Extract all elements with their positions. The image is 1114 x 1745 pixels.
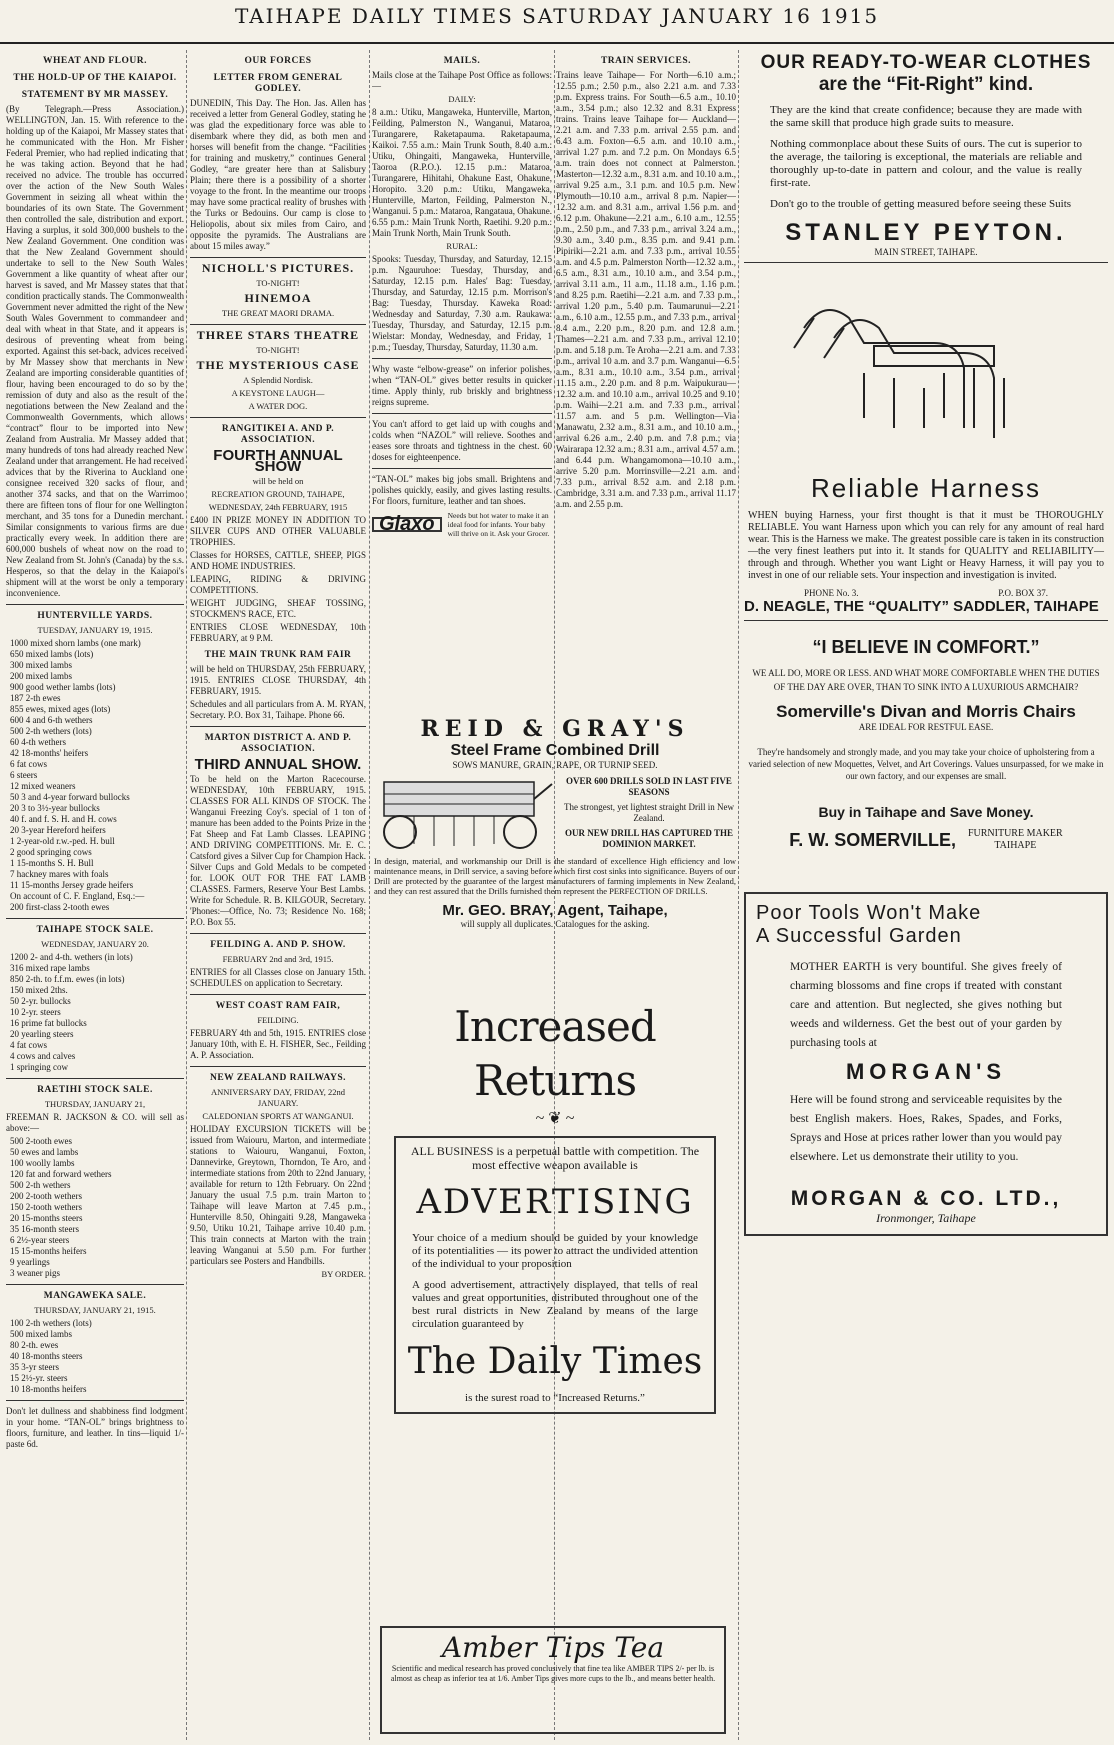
somerville-name: F. W. SOMERVILLE,: [789, 829, 956, 850]
taihape-sale-heading: TAIHAPE STOCK SALE.: [36, 925, 154, 935]
reid-subtitle: Steel Frame Combined Drill: [450, 742, 660, 759]
somerville-body: They're handsomely and strongly made, and you may take your choice of upholstering from a varied selection of new Moquettes, Velvet, and Art Coverings. Values unsurpassed, for we make in our own factory, and our expenses are small.: [748, 747, 1104, 781]
list-item: 80 2-th. ewes: [10, 1340, 59, 1350]
ram-fair-schedules: Schedules and all particulars from A. M. RYAN, Secretary. P.O. Box 31, Taihape. Phone 66.: [190, 699, 366, 720]
list-item: 855 ewes, mixed ages (lots): [10, 704, 111, 714]
wheat-subheading-2: STATEMENT BY MR MASSEY.: [21, 90, 169, 100]
column-2: [190, 50, 366, 1740]
pictures-tonight: TO-NIGHT!: [256, 278, 300, 288]
right-column: [744, 52, 1108, 1742]
returns-title: Increased Returns: [454, 1002, 656, 1105]
list-item: 500 2-th wethers: [10, 1180, 71, 1190]
list-item: 50 ewes and lambs: [10, 1147, 79, 1157]
taihape-sale-list: [6, 952, 184, 1073]
peyton-address: MAIN STREET, TAIHAPE.: [874, 247, 978, 257]
rural-heading: RURAL:: [446, 241, 478, 251]
glaxo-logo: Glaxo: [372, 517, 442, 532]
divider: [6, 1284, 184, 1285]
reid-agent: Mr. GEO. BRAY, Agent, Taihape,: [442, 902, 668, 919]
column-4: [556, 50, 736, 700]
list-item: 650 mixed lambs (lots): [10, 649, 94, 659]
feilding-heading: FEILDING A. AND P. SHOW.: [210, 940, 346, 950]
ram-fair-body: will be held on THURSDAY, 25th FEBRUARY, 1915. ENTRIES CLOSE THURSDAY, 4th FEBRUARY, 1915.: [190, 664, 366, 696]
glaxo-text: Needs but hot water to make it an ideal food for infants. Your baby will thrive on it. Ask your Grocer.: [447, 511, 550, 538]
mails-body: 8 a.m.: Utiku, Mangaweka, Hunterville, Marton, Feilding, Palmerston N., Wanganui, Mataroa, Turangarere, Raketapauma. Raketapauma, Kaikoi. 7.55 a.m.: Main Trunk South, 8.40 a.m.: Utiku, Ohingaiti, Mangaweka, Hunterville, Taoroa (R.P.O.). 12.15 p.m.: Mataroa, Turangarere, Hihitahi, Ohakune East, Ohakune, Horopito. 3.20 p.m.: Utiku, Mangaweka, Hunterville, Marton, Feilding, Palmerston N., Wanganui. 5 p.m.: Mataroa, Rangataua, Ohakune. 6.55 p.m.: Main Trunk North, Raetihi. 9.20 p.m.: Main Trunk North, Main Trunk South.: [372, 107, 552, 238]
list-item: 100 woolly lambs: [10, 1158, 75, 1168]
railways-body: HOLIDAY EXCURSION TICKETS will be issued from Waiouru, Marton, and intermediate stations to Waiouru, Wanganui, Foxton, Dannevirke, Greytown, Thorndon, Te Aro, and intermediate stations from 20th to 22nd January, available for return to 12th February. On 22nd January the usual 7.5 p.m. train Marton to Taihape will leave Marton at 7.45 p.m., Hunterville 8.50, Ohingaiti 9.28, Mangaweka 9.50, Utiku 10.21, Taihape arrive 10.40 p.m. This train connects at Marton with the train leaving Wanganui at 5.50 p.m. For further particulars see Posters and Handbills.: [190, 1124, 366, 1266]
list-item: 850 2-th. to f.f.m. ewes (in lots): [10, 974, 125, 984]
marton-heading: MARTON DISTRICT A. AND P. ASSOCIATION.: [204, 733, 352, 754]
list-item: 200 2-tooth wethers: [10, 1191, 82, 1201]
reid-gray-ad: [374, 716, 736, 960]
third-show-body: To be held on the Marton Racecourse. WEDNESDAY, 10th FEBRUARY, 1915. CLASSES FOR ALL KINDS OF STOCK. The Wanganui Freezing Coy's. special of 1 ton of manure has been added to the Points Prize in the Fat Sheep and Fat Lamb Classes. LEAPING AND DRIVING COMPETITIONS. Mr. E. C. Catsford gives a Silver Cup for Champion Hack. Silver Cups and Gold Medals to be competed for. LOOK OUT FOR THE FAT LAMB CLASSES. Farmers, Reserve Your Best Lambs. Write for Schedule. R. B. KILGOUR, Secretary. 'Phones:—Office, No. 73; Residence No. 168; P.O. Box 55.: [190, 774, 366, 927]
list-item: 6 fat cows: [10, 759, 47, 769]
wheat-subheading: THE HOLD-UP OF THE KAIAPOI.: [13, 73, 177, 83]
pictures-film: HINEMOA: [244, 291, 312, 305]
list-item: 10 2-yr. steers: [10, 1007, 61, 1017]
list-item: 40 18-months steers: [10, 1351, 83, 1361]
forces-heading: OUR FORCES: [244, 56, 312, 66]
morgan-head-2: A Successful Garden: [756, 925, 962, 947]
advertising-word: ADVERTISING: [416, 1182, 694, 1222]
divider: [744, 620, 1108, 621]
stars-film: THE MYSTERIOUS CASE: [196, 358, 360, 372]
reid-claim-2: The strongest, yet lightest straight Drill in New Zealand.: [564, 802, 734, 823]
list-item: 1200 2- and 4-th. wethers (in lots): [10, 952, 133, 962]
divider: [6, 604, 184, 605]
hunterville-list: [6, 638, 184, 913]
divider: [190, 726, 366, 727]
somerville-ad: [744, 637, 1108, 852]
mails-heading: MAILS.: [443, 56, 481, 66]
list-item: 50 2-yr. bullocks: [10, 996, 71, 1006]
list-item: 1 2-year-old r.w.-ped. H. bull: [10, 836, 115, 846]
amber-tips-ad: [380, 1626, 726, 1734]
returns-body-1: Your choice of a medium should be guided by your knowledge of its potentialities — its power to attract the undivided attention of the individual to your proposition: [412, 1232, 698, 1270]
seed-drill-illustration: [374, 774, 554, 852]
list-item: 100 2-th wethers (lots): [10, 1318, 92, 1328]
chairs-sub: ARE IDEAL FOR RESTFUL EASE.: [858, 722, 994, 732]
divider: [6, 1078, 184, 1079]
list-item: On account of C. F. England, Esq.:—: [10, 891, 145, 901]
hunterville-heading: HUNTERVILLE YARDS.: [37, 611, 153, 621]
list-item: 500 2-th wethers (lots): [10, 726, 92, 736]
divider: [190, 994, 366, 995]
list-item: 15 2½-yr. steers: [10, 1373, 68, 1383]
feilding-date: FEBRUARY 2nd and 3rd, 1915.: [222, 954, 334, 964]
list-item: 150 mixed 2ths.: [10, 985, 68, 995]
show-entries: ENTRIES CLOSE WEDNESDAY, 10th FEBRUARY, at 9 P.M.: [190, 622, 366, 643]
hunterville-date: TUESDAY, JANUARY 19, 1915.: [37, 625, 153, 635]
column-1: [6, 50, 184, 1740]
tanol-note: Don't let dullness and shabbiness find lodgment in your home. “TAN-OL” brings brightness to floors, furniture, and leather. In tins—liquid 1/- paste 6d.: [6, 1406, 184, 1449]
chairs-title: Somerville's Divan and Morris Chairs: [776, 702, 1076, 721]
stars-extra-1: A KEYSTONE LAUGH—: [231, 388, 325, 398]
feilding-body: ENTRIES for all Classes close on January 15th. SCHEDULES on application to Secretary.: [190, 967, 366, 988]
forces-subheading: LETTER FROM GENERAL GODLEY.: [213, 73, 343, 94]
list-item: 200 mixed lambs: [10, 671, 72, 681]
list-item: 200 first-class 2-tooth ewes: [10, 902, 110, 912]
harness-head: Reliable Harness: [811, 473, 1041, 503]
stars-heading: THREE STARS THEATRE: [196, 328, 360, 342]
list-item: 500 mixed lambs: [10, 1329, 72, 1339]
returns-outro: is the surest road to “Increased Returns.”: [465, 1392, 645, 1404]
peyton-head-2: are the “Fit-Right” kind.: [818, 74, 1034, 95]
list-item: 42 18-months' heifers: [10, 748, 89, 758]
wheat-article: (By Telegraph.—Press Association.) WELLINGTON, Jan. 15. With reference to the holding up of the Kaiapoi, Mr Massey states that he communicated with the Hon. Mr Fisher Federal Premier, who had replied indicating that he was taking action. Beyond that he had received no advice. The trouble has occurred over the action of the New South Wales Government in seizing all wheat within the boundaries of its own State. The Government then controlled the sale, distribution and export. Having a surplus, it sold 300,000 bushels to the New Zealand Government. One condition was that the New Zealand Government should undertake to sell to the New South Wales Government a like quantity of wheat after our harvest is saved, and Mr Massey states that that condition practically stands. The Commonwealth Government never admitted the right of the New South Wales Government to commandeer and deal with wheat in that State, and it appears is desirous of preventing wheat from being exported. Against this set-back, advices received by Mr Massey show that merchants in New Zealand are importing considerable quantities of flour, having been encouraged to do so by the remission of duty and also as the result of the negotiations between the New Zealand and the Commonwealth Governments, which allows “contract” flour to be imported into New Zealand from Australia. Mr Massey added that many hundreds of tons had already reached New Zealand under that arrangement. He had received advices that by the Riverina to Auckland one consignee received 320 sacks of flour, and another 374 sacks, and that on the Warrimoo there are fifteen tons of flour for one Wellington merchant, and 35 tons for a Dunedin merchant. Similar consignments to various firms are due practically every week. In addition there are 600,000 bushels of wheat now on the road to New Zealand from St. John's (Canada) by the s.s. Hesperos, so that the delay in the Kaiapoi's shipment will at the worst be only a temporary inconvenience.: [6, 104, 184, 598]
divider: [6, 918, 184, 919]
increased-returns-ad: [374, 1000, 736, 1620]
list-item: 20 yearling steers: [10, 1029, 74, 1039]
reid-claim-3: OUR NEW DRILL HAS CAPTURED THE DOMINION MARKET.: [565, 828, 733, 849]
list-item: 16 prime fat bullocks: [10, 1018, 87, 1028]
list-item: 316 mixed rape lambs: [10, 963, 90, 973]
list-item: 40 f. and f. S. H. and H. cows: [10, 814, 117, 824]
buy-taihape: Buy in Taihape and Save Money.: [818, 804, 1034, 820]
show-classes: Classes for HORSES, CATTLE, SHEEP, PIGS AND HOME INDUSTRIES.: [190, 550, 366, 571]
nazol-ad: You can't afford to get laid up with coughs and colds when “NAZOL” will relieve. Soothes and eases sore throats and tightness in the chest. 60 doses for eighteenpence.: [372, 419, 552, 462]
somerville-trade: FURNITURE MAKER: [967, 828, 1063, 839]
list-item: 1 springing cow: [10, 1062, 68, 1072]
morgan-brand: MORGAN'S: [845, 1059, 1007, 1084]
railways-sports: CALEDONIAN SPORTS AT WANGANUI.: [202, 1111, 354, 1121]
list-item: 50 3 and 4-year forward bullocks: [10, 792, 130, 802]
peyton-p2: Nothing commonplace about these Suits of ours. The cut is superior to the average, the tailoring is exceptional, the materials are reliable and thoroughly up-to-date in pattern and colour, and the value is really first-rate.: [770, 138, 1082, 189]
list-item: 2 good springing cows: [10, 847, 92, 857]
peyton-head-1: OUR READY-TO-WEAR CLOTHES: [760, 52, 1092, 73]
railways-sub: ANNIVERSARY DAY, FRIDAY, 22nd JANUARY.: [210, 1087, 346, 1108]
west-coast-heading: WEST COAST RAM FAIR,: [215, 1001, 341, 1011]
list-item: 1 15-months S. H. Bull: [10, 858, 94, 868]
list-item: 15 15-months heifers: [10, 1246, 87, 1256]
mangaweka-heading: MANGAWEKA SALE.: [43, 1291, 147, 1301]
divider: [190, 257, 366, 258]
west-coast-body: FEBRUARY 4th and 5th, 1915. ENTRIES close January 10th, with E. H. FISHER, Sec., Feilding A. P. Association.: [190, 1028, 366, 1060]
list-item: 35 16-month steers: [10, 1224, 79, 1234]
morgan-name: MORGAN & CO. LTD.,: [790, 1187, 1062, 1210]
pictures-film-sub: THE GREAT MAORI DRAMA.: [221, 308, 335, 318]
list-item: 187 2-th ewes: [10, 693, 61, 703]
rangitikei-heading: RANGITIKEI A. AND P. ASSOCIATION.: [221, 424, 335, 445]
amber-title: Amber Tips Tea: [441, 1631, 665, 1664]
show-place: RECREATION GROUND, TAIHAPE,: [211, 489, 345, 499]
column-3: [372, 50, 552, 700]
show-leaping: LEAPING, RIDING & DRIVING COMPETITIONS.: [190, 574, 366, 595]
harness-box: P.O. BOX 37.: [998, 588, 1048, 598]
show-date: WEDNESDAY, 24th FEBRUARY, 1915: [208, 502, 348, 512]
list-item: 60 4-th wethers: [10, 737, 66, 747]
divider: [190, 1066, 366, 1067]
raetihi-intro: FREEMAN R. JACKSON & CO. will sell as above:—: [6, 1112, 184, 1133]
mails-intro: Mails close at the Taihape Post Office as follows:—: [372, 70, 552, 91]
mails-daily: DAILY:: [448, 94, 476, 104]
list-item: 6 steers: [10, 770, 38, 780]
list-item: 4 cows and calves: [10, 1051, 76, 1061]
list-item: 11 15-months Jersey grade heifers: [10, 880, 134, 890]
returns-intro: ALL BUSINESS is a perpetual battle with competition. The most effective weapon available is: [410, 1144, 700, 1172]
third-show-heading: THIRD ANNUAL SHOW.: [194, 756, 362, 773]
forces-article: DUNEDIN, This Day. The Hon. Jas. Allen has received a letter from General Godley, stating he was glad the expeditionary force was able to disembark where they did, as both men and horses will benefit from the change. “Facilities for training and musketry,” continues General Godley, “are greater here than at Salisbury Plain; there there is a possibility of a shorter voyage to the front. In the meantime our troops may have some practical reality of brushes with the Turks or Bedouins. Our camp is close to Heliopolis, about six miles from Cairo, and opposite the pyramids. The Australians are about 15 miles away.”: [190, 98, 366, 251]
peyton-name: STANLEY PEYTON.: [785, 219, 1067, 246]
stars-extra-2: A WATER DOG.: [248, 401, 308, 411]
stars-tonight: TO-NIGHT!: [256, 345, 300, 355]
harness-phone: PHONE No. 3.: [804, 588, 859, 598]
tanol-ad-1: Why waste “elbow-grease” on inferior polishes, when “TAN-OL” gives better results in quicker time. Apply thinly, rub briskly and brightness reigns supreme.: [372, 364, 552, 407]
list-item: 4 fat cows: [10, 1040, 47, 1050]
show-held: will be held on: [252, 476, 304, 486]
list-item: 900 good wether lambs (lots): [10, 682, 116, 692]
reid-title: REID & GRAY'S: [420, 716, 690, 742]
show-weight: WEIGHT JUDGING, SHEAF TOSSING, STOCKMEN'S RACE, ETC.: [190, 598, 366, 619]
list-item: 20 3 to 3½-year bullocks: [10, 803, 100, 813]
list-item: 12 mixed weaners: [10, 781, 76, 791]
reid-sows: SOWS MANURE, GRAIN, RAPE, OR TURNIP SEED.: [452, 760, 658, 770]
masthead: TAIHAPE DAILY TIMES SATURDAY JANUARY 16 1915: [0, 4, 1114, 44]
divider: [372, 358, 552, 359]
reid-body: In design, material, and workmanship our Drill is the standard of excellence High efficiency and low maintenance means, in Drill service, a saving before which first cost sinks into significance. Buyers of our Drill are protected by the guarantee of the largest manufacturers of farming implements in New Zealand, and they can rest assured that the Drills furnished them represent the PERFECTION OF DRILLS.: [374, 856, 736, 896]
list-item: 20 15-months steers: [10, 1213, 83, 1223]
trains-body: Trains leave Taihape— For North—6.10 a.m.; 12.55 p.m.; 2.50 p.m., also 2.21 a.m. and 7.33 p.m. Express trains. For South—6.5 a.m., 10.10 a.m., 3.54 p.m.; also 12.32 and 8.31 Express trains. Trains leave Taihape for— Auckland—2.21 a.m. and 7.33 p.m. arrival 2.55 p.m. and 6.43 a.m. Foxton—6.5 a.m. and 10.10 a.m., arrival 1.27 p.m. and 7.2 p.m. On Mondays 6.5 a.m. train does not connect at Palmerston. Masterton—12.32 a.m., 8.31 a.m. and 10.10 a.m., arrival 9.25 a.m., 3.1 p.m. and 10.5 p.m. New Plymouth—10.10 a.m., arrival 8 p.m. Napier—12.32 a.m. and 8.31 a.m., arrival 1.56 p.m. and 6.12 p.m. Ohakune—2.21 a.m., 6.10 a.m., 12.55 p.m., 2.50 p.m., and 7.33 p.m., arrival 3.24 a.m., 9.30 a.m., 3.40 p.m., 8.35 p.m. and 9.41 p.m. Pipiriki—2.21 a.m. and 7.33 p.m., arrival 10.55 a.m. and 4.5 p.m. Palmerston North—12.32 a.m., 6.5 a.m., 8.31 a.m., 10.10 a.m., and 3.54 p.m., arrival 3.11 a.m., 11 a.m., 11.18 a.m., 1.16 p.m. and 8.25 p.m. Raetihi—2.21 a.m. and 7.33 p.m., arrival 1.20 p.m., 5.40 p.m. Taumarunui—2.21 a.m., 6.10 a.m., 12.55 p.m., and 7.33 p.m., arrival 8.4 a.m., 2.20 p.m., 8.20 p.m. and 12.8 a.m. Thames—2.21 a.m. and 7.33 p.m., arrival 12.10 p.m. and 5.18 p.m. Te Aroha—2.21 a.m. and 7.33 p.m., arrival 10 a.m. and 3.7 p.m. Wanganui—6.5 a.m., 8.31 a.m., 10.10 a.m., 3.54 p.m., arrival 11.15 a.m., 2.20 p.m. and 8 p.m. Waipukurau—12.32 a.m. and 10.10 a.m., arrival 10.25 and 9.10 p.m. Waihi—2.21 a.m. and 7.33 p.m., arrival 11.57 a.m. and 5 p.m. Wellington—Via Manawatu, 2.32 a.m., 8.31 a.m., and 10.10 a.m., arrival 6.26 a.m., 2.40 p.m. and 7.8 p.m.; via Wairarapa 12.32 a.m.; 8.31 a.m., arrival 4.57 a.m. and 6.44 p.m. Whangamomona—10.10 a.m., arrive 5.20 p.m. Morrinsville—2.21 a.m. and 7.33 p.m., arrival 8.52 a.m. and 2.18 p.m. Cambridge, 3.31 a.m. and 7.33 p.m., arrival 11.17 a.m. and 2.55 p.m.: [556, 70, 736, 509]
peyton-p1: They are the kind that create confidence; because they are made with the same skill that produce high grade suits to measure.: [770, 104, 1082, 129]
rural-body: Spooks: Tuesday, Thursday, and Saturday, 12.15 p.m. Ngauruhoe: Tuesday, Thursday, and Saturday, 12.15 p.m. Hales' Bag: Tuesday, Thursday, and Saturday, 12.15 p.m. Morrison's Bag: Tuesday, Thursday. Kaweka Road: Wednesday and Saturday, 7.30 a.m. Raukawa: Tuesday, Thursday, and Saturday, 12.15 p.m. Wielstar: Monday, Wednesday, and Friday, 1 p.m.; Tuesday, Thursday, Saturday, 11.30 a.m.: [372, 254, 552, 352]
morgan-sub: Ironmonger, Taihape: [876, 1211, 976, 1225]
stars-film-sub: A Splendid Nordisk.: [243, 375, 313, 385]
glaxo-ad: [372, 511, 552, 538]
mangaweka-list: [6, 1318, 184, 1395]
divider: [372, 413, 552, 414]
divider: [190, 324, 366, 325]
comfort-head: “I BELIEVE IN COMFORT.”: [812, 637, 1040, 657]
peyton-p3: Don't go to the trouble of getting measured before seeing these Suits: [770, 198, 1072, 210]
list-item: 6 2½-year steers: [10, 1235, 70, 1245]
column-rule: [186, 50, 187, 1740]
raetihi-date: THURSDAY, JANUARY 21,: [44, 1099, 146, 1109]
list-item: 9 yearlings: [10, 1257, 50, 1267]
morgan-ad: [744, 892, 1108, 1236]
reid-claim-1: OVER 600 DRILLS SOLD IN LAST FIVE SEASONS: [566, 776, 732, 797]
neagle-harness-ad: [744, 268, 1108, 615]
amber-body: Scientific and medical research has proved conclusively that fine tea like AMBER TIPS 2/- per lb. is almost as cheap as inferior tea at 1/6. Amber Tips gives more cups to the lb., and means better health.: [390, 1664, 716, 1683]
pictures-heading: NICHOLL'S PICTURES.: [201, 261, 355, 275]
morgan-head-1: Poor Tools Won't Make: [756, 902, 982, 924]
flourish-icon: ~ ❦ ~: [535, 1110, 575, 1127]
list-item: 120 fat and forward wethers: [10, 1169, 112, 1179]
comfort-intro: WE ALL DO, MORE OR LESS. AND WHAT MORE COMFORTABLE WHEN THE DUTIES OF THE DAY ARE OVER, THAN TO SINK INTO A LUXURIOUS ARMCHAIR?: [752, 668, 1100, 692]
divider: [6, 1400, 184, 1401]
list-item: 3 weaner pigs: [10, 1268, 60, 1278]
reid-agent-sub: will supply all duplicates. Catalogues for the asking.: [460, 919, 650, 929]
divider: [744, 262, 1108, 263]
neagle-name: D. NEAGLE, THE “QUALITY” SADDLER, TAIHAPE: [744, 598, 1099, 615]
somerville-town: TAIHAPE: [994, 840, 1037, 851]
list-item: 600 4 and 6-th wethers: [10, 715, 93, 725]
divider: [190, 933, 366, 934]
mangaweka-date: THURSDAY, JANUARY 21, 1915.: [34, 1305, 156, 1315]
list-item: 10 18-months heifers: [10, 1384, 87, 1394]
fourth-show-heading: FOURTH ANNUAL SHOW: [213, 447, 343, 475]
column-rule: [369, 50, 370, 1740]
trains-heading: TRAIN SERVICES.: [600, 56, 692, 66]
tanol-ad-2: “TAN-OL” makes big jobs small. Brightens and polishes quickly, easily, and gives lasting results. For floors, furniture, leather and tan shoes.: [372, 474, 552, 506]
morgan-body-1: MOTHER EARTH is very bountiful. She gives freely of charming blossoms and fine crops if treated with constant care and attention. But neglected, she gives nothing but weeds and wilderness. Get the best out of your garden by purchasing tools at: [790, 961, 1062, 1049]
column-rule: [738, 50, 739, 1740]
divider: [190, 417, 366, 418]
divider: [372, 468, 552, 469]
list-item: 500 2-tooth ewes: [10, 1136, 72, 1146]
morgan-body-2: Here will be found strong and serviceable requisites by the best English makers. Hoes, Rakes, Spades, and Forks, Sprays and Hose at prices rather lower than you would pay elsewhere. Let us demonstrate their utility to you.: [790, 1094, 1062, 1163]
ram-fair-heading: THE MAIN TRUNK RAM FAIR: [204, 650, 352, 660]
returns-body-2: A good advertisement, attractively displayed, that tells of real values and great opportunities, distributed throughout one of the best rural districts in New Zealand by means of the large circulation guaranteed by: [412, 1279, 698, 1330]
west-coast-sub: FEILDING.: [257, 1015, 299, 1025]
list-item: 35 3-yr steers: [10, 1362, 59, 1372]
show-prize: £400 IN PRIZE MONEY IN ADDITION TO SILVER CUPS AND OTHER VALUABLE TROPHIES.: [190, 515, 366, 547]
stanley-peyton-ad: [744, 52, 1108, 257]
wheat-heading: WHEAT AND FLOUR.: [43, 56, 147, 66]
list-item: 300 mixed lambs: [10, 660, 72, 670]
railways-heading: NEW ZEALAND RAILWAYS.: [209, 1073, 347, 1083]
railways-order: BY ORDER.: [321, 1269, 366, 1279]
horses-illustration: [744, 268, 1108, 468]
taihape-sale-date: WEDNESDAY, JANUARY 20.: [41, 939, 149, 949]
harness-body: WHEN buying Harness, your first thought is that it must be THOROUGHLY RELIABLE. You want Harness upon which you can rely for any amount of real hard wear. This is the Harness we make. The greatest possible care is taken in its construction—the very finest leathers put into it. It stands for QUALITY and RELIABILITY—through and through. Whether you want Light or Heavy Harness, it will pay you to invest in one of our reliable sets. Your inspection and investigation is invited.: [748, 510, 1104, 581]
daily-times-name: The Daily Times: [407, 1341, 703, 1382]
raetihi-heading: RAETIHI STOCK SALE.: [37, 1085, 153, 1095]
list-item: 150 2-tooth wethers: [10, 1202, 82, 1212]
raetihi-list: [6, 1136, 184, 1279]
list-item: 20 3-year Hereford heifers: [10, 825, 106, 835]
list-item: 1000 mixed shorn lambs (one mark): [10, 638, 141, 648]
list-item: 7 hackney mares with foals: [10, 869, 109, 879]
